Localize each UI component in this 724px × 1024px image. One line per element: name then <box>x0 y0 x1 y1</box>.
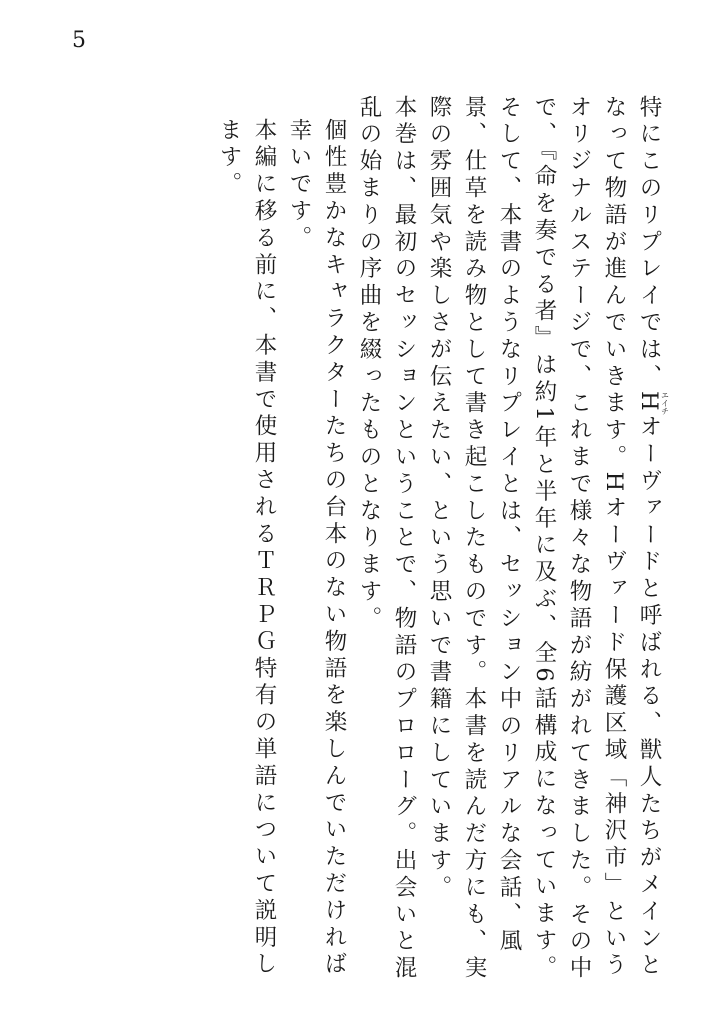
ruby-base: H <box>636 390 662 415</box>
paragraph-1 <box>526 95 669 995</box>
paragraph-3: 本巻は、最初のセッションということで、物語のプロローグ。出会いと混乱の始まりの序曲を綴ったものとなります。 <box>356 95 417 983</box>
paragraph-1-rest: オーヴァードと呼ばれる、獣人たちがメインとなって物語が進んでいきます。Hオーヴァード保護区域「神沢市」というオリジナルステージで、これまで様々な物語が紡がれてきました。その中で、『命を奏でる者』は約1年と半年に及ぶ、全6話構成になっています。 <box>531 95 662 983</box>
ruby-reading: エイチ <box>660 390 670 415</box>
paragraph-2: そして、本書のようなリプレイとは、セッション中のリアルな会話、風景、仕草を読み物として書き起こしたものです。本書を読んだ方にも、実際の雰囲気や楽しさが伝えたい、という思いで書籍にしています。 <box>426 95 522 983</box>
body-text <box>49 95 669 995</box>
page-number: 5 <box>72 28 86 53</box>
ruby-annotation <box>636 390 670 415</box>
paragraph-4: 個性豊かなキャラクターたちの台本のない物語を楽しんでいただければ幸いです。 <box>286 117 347 979</box>
paragraph-5: 本編に移る前に、本書で使用されるＴＲＰＧ特有の単語について説明します。 <box>216 117 277 979</box>
paragraph-1-lead: 特にこのリプレイでは、 <box>636 95 662 391</box>
